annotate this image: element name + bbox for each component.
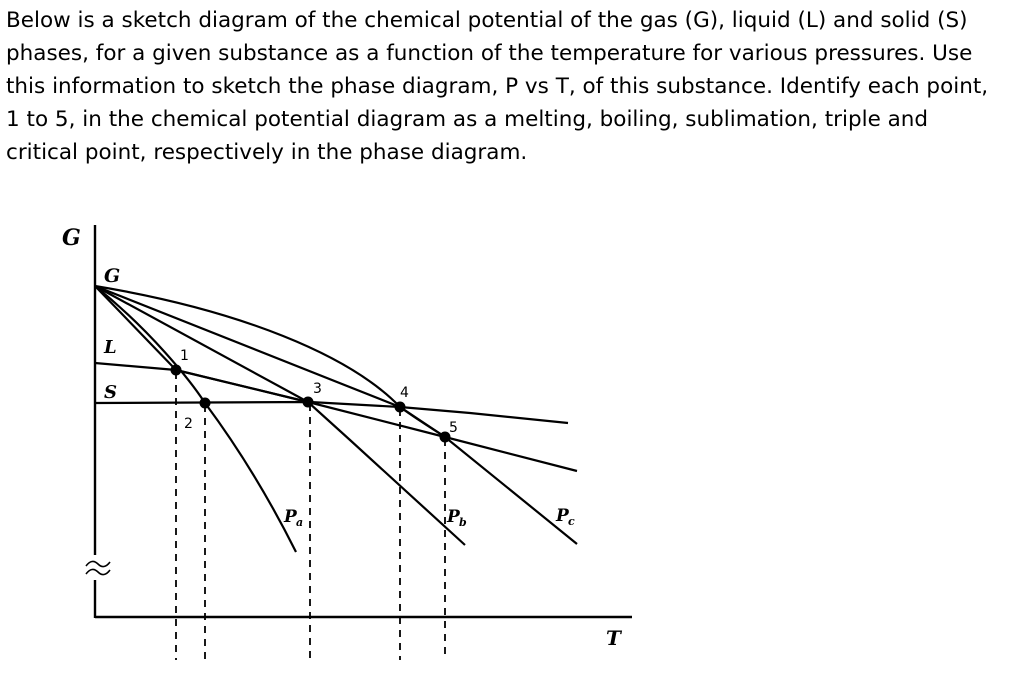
svg-text:P: P	[284, 507, 297, 527]
gas-phase-curve-upper	[95, 286, 445, 437]
x-axis-label: T	[606, 626, 621, 650]
pressure-label-c	[555, 506, 575, 528]
svg-text:P: P	[556, 506, 569, 526]
solid-curve-label: S	[104, 382, 117, 403]
point-2-marker	[200, 398, 211, 409]
point-4-label: 4	[400, 385, 409, 401]
pressure-label-a	[283, 507, 303, 529]
point-4-marker	[395, 402, 406, 413]
point-5-label: 5	[449, 420, 458, 436]
svg-text:P: P	[447, 507, 460, 527]
point-3-marker	[303, 397, 314, 408]
point-1-label: 1	[180, 348, 189, 364]
pressure-label-b	[446, 507, 467, 529]
gas-curve-pb	[95, 286, 465, 545]
point-3-label: 3	[313, 381, 322, 397]
axis-break-icon	[86, 561, 110, 574]
gas-curve-pb-2	[95, 286, 308, 402]
question-paragraph: Below is a sketch diagram of the chemical potential of the gas (G), liquid (L) and solid (S) phases, for a given substance as a function of the temperature for various pressures. Use this information to sketch the phase diagram, P vs T, of this substance. Identify each point, 1 to 5, in the chemical potential diagram as a melting, boiling, sublimation, triple and critical point, respectively in the phase diagram.	[6, 8, 989, 165]
y-axis-label: G	[62, 225, 81, 251]
point-1-marker	[171, 365, 182, 376]
liquid-curve-label: L	[104, 337, 117, 358]
svg-text:a: a	[296, 516, 304, 529]
point-2-label: 2	[184, 416, 193, 432]
svg-text:c: c	[568, 515, 575, 528]
gas-curve-label: G	[104, 265, 121, 287]
solid-phase-curve	[95, 402, 568, 423]
svg-text:b: b	[459, 516, 467, 529]
